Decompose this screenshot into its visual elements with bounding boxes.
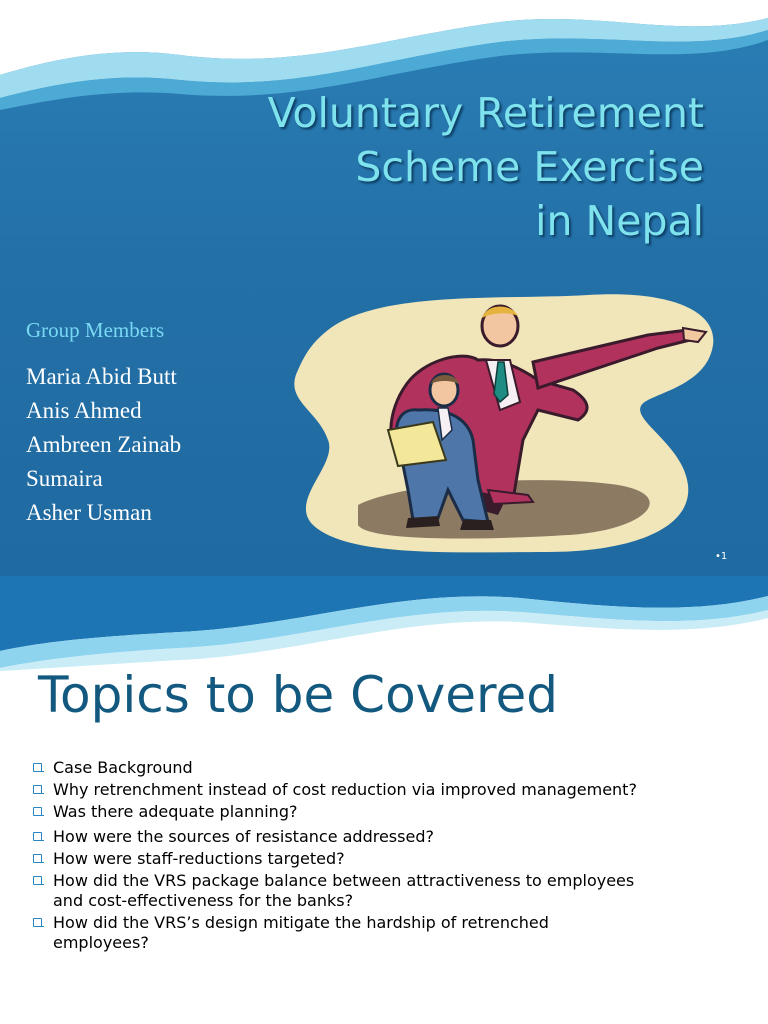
hollow-square-bullet-icon xyxy=(33,785,42,794)
title-line-2: Scheme Exercise xyxy=(355,143,704,191)
list-item xyxy=(32,871,642,911)
topic-text: How were staff-reductions targeted? xyxy=(53,849,345,868)
member-name: Anis Ahmed xyxy=(26,398,142,423)
hollow-square-bullet-icon xyxy=(33,876,42,885)
list-item xyxy=(32,913,642,953)
list-item xyxy=(32,827,642,847)
hollow-square-bullet-icon xyxy=(33,854,42,863)
topic-text: How did the VRS’s design mitigate the hardship of retrenched employees? xyxy=(53,913,549,952)
topic-text: Was there adequate planning? xyxy=(53,802,298,821)
hollow-square-bullet-icon xyxy=(33,832,42,841)
hollow-square-bullet-icon xyxy=(33,807,42,816)
list-item xyxy=(32,802,642,822)
hollow-square-bullet-icon xyxy=(33,918,42,927)
topic-text: Case Background xyxy=(53,758,193,777)
member-name: Asher Usman xyxy=(26,500,152,525)
list-item xyxy=(32,780,642,800)
title-line-3: in Nepal xyxy=(535,197,704,245)
topics-list xyxy=(32,758,642,955)
businessmen-pointing-icon xyxy=(288,290,716,560)
member-name: Ambreen Zainab xyxy=(26,432,182,457)
topic-text: How did the VRS package balance between attractiveness to employees and cost-effectiveness for the banks? xyxy=(53,871,635,910)
members-list xyxy=(26,360,181,530)
list-item xyxy=(32,849,642,869)
wave-banner-top xyxy=(0,576,768,671)
hollow-square-bullet-icon xyxy=(33,763,42,772)
topic-text: Why retrenchment instead of cost reduction via improved management? xyxy=(53,780,637,799)
topic-text: How were the sources of resistance addressed? xyxy=(53,827,434,846)
member-name: Sumaira xyxy=(26,466,103,491)
slide-title: Topics to be Covered xyxy=(38,666,558,724)
title-line-1: Voluntary Retirement xyxy=(267,89,704,137)
slide-number: •1 xyxy=(715,551,728,562)
list-item xyxy=(32,758,642,778)
slide-title xyxy=(144,86,704,248)
group-members-heading: Group Members xyxy=(26,318,165,342)
member-name: Maria Abid Butt xyxy=(26,364,177,389)
